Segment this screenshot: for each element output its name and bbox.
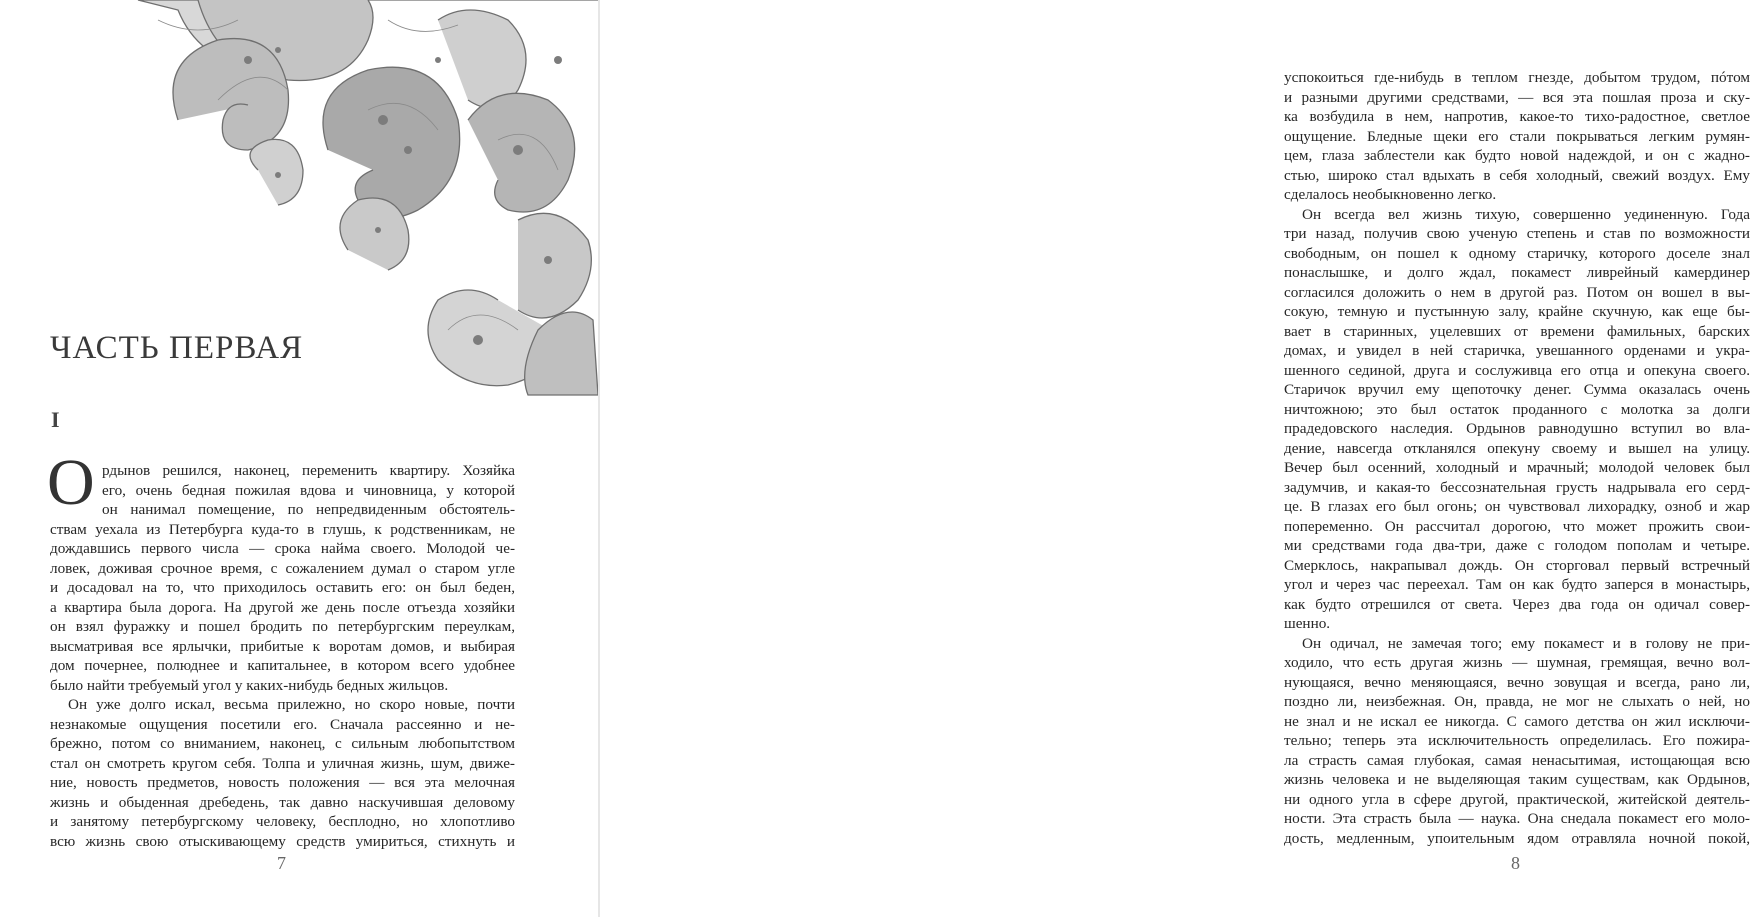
text-line: жизнь человека и не выделяющая таким существам, как Ордынов, bbox=[1284, 771, 1750, 788]
text-line: успокоиться где-нибудь в теплом гнезде, добытом трудом, пóтом bbox=[1284, 69, 1750, 86]
text-line: Он всегда вел жизнь тихую, совершенно уединенную. Года bbox=[1302, 205, 1750, 223]
right-page bbox=[600, 0, 1750, 917]
text-line: ствам уехала из Петербурга куда-то в глушь, к родственникам, не bbox=[50, 520, 515, 538]
text-line: незнакомые ощущения посетили его. Сначала рассеянно и не- bbox=[50, 715, 515, 733]
text-line: шенного сединой, друга и сослуживца его отца и опекуна своего. bbox=[1284, 361, 1750, 379]
text-line: ла страсть самая глубокая, самая ненасытимая, истощающая всю bbox=[1284, 751, 1750, 769]
text-line: ощущение. Бледные щеки его стали покрываться легким румян- bbox=[1284, 127, 1750, 145]
text-line: вает в старинных, уцелевших от времени фамильных, барских bbox=[1284, 322, 1750, 340]
text-line: ка возбудила в нем, напротив, какое-то тихо-радостное, светлое bbox=[1284, 108, 1750, 125]
text-line: жизнь и обыденная дребедень, так давно наскучившая деловому bbox=[50, 793, 515, 811]
text-line: и занятому петербургскому человеку, бесплодно, но хлопотливо bbox=[50, 813, 515, 830]
text-line: понаслышке, и долго ждал, покамест ливрейный камердинер bbox=[1284, 264, 1750, 281]
text-line: стью, широко стал вдыхать в себя холодный, свежий воздух. Ему bbox=[1284, 166, 1750, 184]
text-line: ни одного угла в сфере другой, практической, житейской деятель- bbox=[1284, 790, 1750, 808]
page-number-right: 8 bbox=[1511, 853, 1520, 873]
drop-cap: О bbox=[47, 446, 95, 519]
text-line: он взял фуражку и пошел бродить по петербургским переулкам, bbox=[50, 618, 515, 635]
text-line: было найти требуемый угол у каких-нибудь бедных жильцов. bbox=[50, 676, 449, 694]
text-line: и досадовал на то, что приходилось оставить его: он был беден, bbox=[50, 579, 515, 596]
text-line: ходило, что есть другая жизнь — шумная, гремящая, вечно вол- bbox=[1284, 654, 1750, 671]
text-line: Он уже долго искал, весьма прилежно, но скоро новые, почти bbox=[68, 696, 515, 713]
text-line: свободным, он пошел к одному старичку, которого доселе знал bbox=[1284, 244, 1750, 262]
text-line: как будто отрешился от света. Через два года он одичал совер- bbox=[1284, 595, 1750, 613]
text-line: всю жизнь свою отыскивающему средств умириться, стихнуть и bbox=[50, 832, 515, 850]
text-line: попеременно. Он рассчитал дорогою, что может прожить свои- bbox=[1284, 517, 1750, 535]
text-line: дение, навсегда откланялся опекуну своему и вышел на улицу. bbox=[1284, 439, 1750, 457]
part-title: ЧАСТЬ ПЕРВАЯ bbox=[50, 330, 304, 366]
text-line: рдынов решился, наконец, переменить квартиру. Хозяйка bbox=[102, 462, 515, 479]
text-line: ничтожною; это был остаток проданного с молотка за долги bbox=[1284, 400, 1750, 418]
text-line: домах, и увидел в ней старичка, увешанного орденами и укра- bbox=[1284, 342, 1750, 359]
text-line: прадедовского наследия. Ордынов равнодушно вступил во вла- bbox=[1284, 420, 1750, 437]
page-number-left: 7 bbox=[277, 853, 286, 873]
text-line: нующаяся, вечно меняющаяся, вечно зовущая и всегда, рано ли, bbox=[1284, 673, 1750, 691]
text-line: три назад, получив свою ученую степень и став по возможности bbox=[1284, 225, 1750, 242]
text-line: ности. Эта страсть была — наука. Она снедала покамест его моло- bbox=[1284, 810, 1750, 827]
text-line: сокую, темную и пустынную залу, крайне скучную, как еще бы- bbox=[1284, 303, 1750, 320]
text-line: не знал и не искал ее никогда. С самого детства он жил исключи- bbox=[1284, 712, 1750, 730]
text-line: Он одичал, не замечая того; ему покамест и в голову не при- bbox=[1302, 634, 1750, 652]
text-line: Вечер был осенний, холодный и мрачный; молодой человек был bbox=[1284, 459, 1750, 476]
text-line: высматривая все ярлычки, прибитые к воротам домов, и выбирая bbox=[50, 637, 515, 655]
text-line: брежно, потом со вниманием, наконец, с сильным любопытством bbox=[50, 735, 515, 752]
text-line: он нанимал помещение, по непредвиденным обстоятель- bbox=[102, 501, 515, 518]
text-line: тельно; теперь эта исключительность определилась. Его пожира- bbox=[1284, 732, 1750, 749]
text-line: и разными другими средствами, — вся эта пошлая проза и ску- bbox=[1284, 88, 1750, 106]
left-text-block bbox=[50, 461, 515, 851]
text-line: поздно ли, неизбежная. Он, правда, не мог не слыхать о ней, но bbox=[1284, 693, 1750, 710]
text-line: Старичок вручил ему щепоточку денег. Сумма оказалась очень bbox=[1284, 381, 1750, 398]
text-line: Смерклось, накрапывал дождь. Он сторговал первый встречный bbox=[1284, 556, 1750, 574]
text-line: стал он смотреть кругом себя. Толпа и уличная жизнь, шум, движе- bbox=[50, 754, 515, 772]
text-line: це. В глазах его был огонь; он чувствовал лихорадку, озноб и жар bbox=[1284, 498, 1750, 515]
right-text-block bbox=[1284, 68, 1750, 848]
text-line: ми средствами года два-три, даже с голодом пополам и четыре. bbox=[1284, 537, 1750, 554]
text-line: согласился доложить о нем в другой раз. Потом он вошел в вы- bbox=[1284, 283, 1750, 301]
text-line: дость, медленным, упоительным ядом отравляла ночной покой, bbox=[1284, 829, 1750, 847]
chapter-number: I bbox=[51, 407, 60, 432]
left-page bbox=[0, 0, 598, 917]
text-line: цем, глаза заблестели как будто новой надеждой, и он с жадно- bbox=[1284, 147, 1750, 164]
text-line: сделалось необыкновенно легко. bbox=[1284, 186, 1497, 203]
text-line: ние, новость предметов, новость положения — вся эта мелочная bbox=[50, 774, 515, 791]
text-line: шенно. bbox=[1284, 615, 1331, 632]
text-line: задумчив, и какая-то бессознательная грусть надрывала его серд- bbox=[1284, 478, 1750, 496]
text-line: дождавшись первого числа — срока найма своего. Молодой че- bbox=[50, 540, 515, 557]
text-line: его, очень бедная пожилая вдова и чиновница, у которой bbox=[102, 481, 515, 499]
text-line: а квартира была дорога. На другой же день после отъезда хозяйки bbox=[50, 598, 515, 616]
text-line: ловек, доживая срочное время, с сожалением думал о старом угле bbox=[50, 559, 515, 577]
text-line: угол и через час переехал. Там он как будто заперся в монастырь, bbox=[1284, 576, 1750, 593]
text-line: дом почернее, полюднее и капитальнее, в котором всего удобнее bbox=[50, 657, 515, 674]
